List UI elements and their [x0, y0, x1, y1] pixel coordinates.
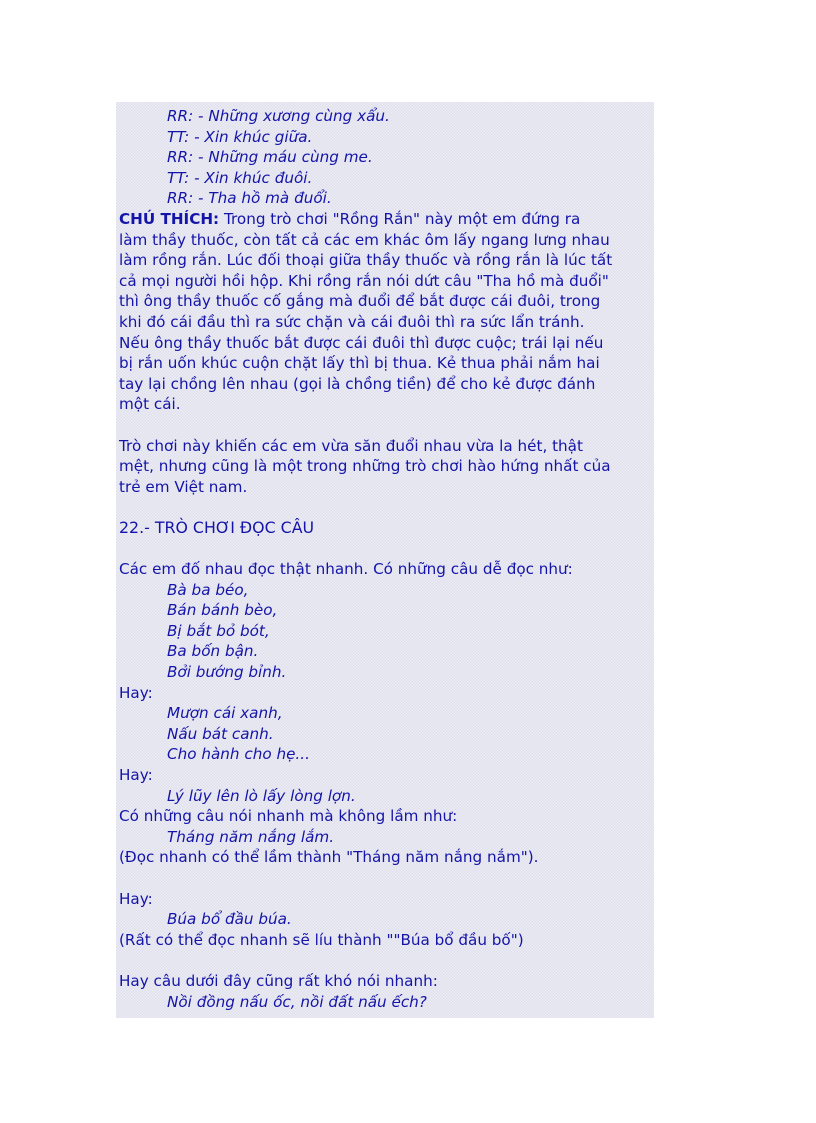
section-heading: 22.- TRÒ CHƠI ĐỌC CÂU [119, 517, 315, 537]
verse-line: Ba bốn bận. [167, 642, 259, 661]
note-label: CHÚ THÍCH: [119, 209, 220, 228]
dialogue-line: TT: - Xin khúc giữa. [167, 127, 313, 146]
verse-line: Bởi bướng bỉnh. [167, 663, 287, 682]
verse-line: Nồi đồng nấu ốc, nồi đất nấu ếch? [167, 992, 427, 1011]
note-line: làm thầy thuốc, còn tất cả các em khác ôm lấy ngang lưng nhau [119, 230, 610, 249]
paragraph-line: mệt, nhưng cũng là một trong những trò chơi hào hứng nhất của [119, 457, 611, 476]
hay-line: Hay: [119, 766, 153, 784]
fast-intro-line: Có những câu nói nhanh mà không lầm như: [119, 807, 458, 826]
note-line: thì ông thầy thuốc cố gắng mà đuổi để bắt được cái đuôi, trong [119, 292, 601, 311]
hard-intro-line: Hay câu dưới đây cũng rất khó nói nhanh: [119, 971, 438, 990]
note-line: bị rắn uốn khúc cuộn chặt lấy thì bị thua. Kẻ thua phải nắm hai [119, 354, 600, 373]
dialogue-line: RR: - Những máu cùng me. [167, 148, 373, 167]
verse-line: Nấu bát canh. [167, 724, 274, 743]
explanation-line: (Rất có thể đọc nhanh sẽ líu thành ""Búa bổ đầu bố") [119, 930, 524, 949]
verse-line: Cho hành cho hẹ... [167, 745, 310, 764]
explanation-line: (Đọc nhanh có thể lầm thành "Tháng năm nắng nắm"). [119, 848, 539, 867]
verse-line: Búa bổ đầu búa. [167, 910, 292, 929]
note-line: làm rồng rắn. Lúc đối thoại giữa thầy thuốc và rồng rắn là lúc tất [119, 251, 613, 270]
hay-line: Hay: [119, 889, 153, 908]
spacer [119, 950, 649, 971]
note-line: một cái. [119, 395, 181, 414]
verse-line: Mượn cái xanh, [167, 704, 283, 723]
note-text: Trong trò chơi "Rồng Rắn" này một em đứng ra [219, 209, 581, 228]
verse-line: Bị bắt bỏ bót, [167, 621, 270, 640]
dialogue-line: TT: - Xin khúc đuôi. [167, 168, 313, 187]
note-first-line [119, 209, 649, 230]
verse-line: Lý lũy lên lò lấy lòng lợn. [167, 786, 356, 805]
dialogue-line: RR: - Những xương cùng xẩu. [167, 107, 390, 125]
paragraph-line: Trò chơi này khiến các em vừa săn đuổi nhau vừa la hét, thật [119, 436, 583, 455]
spacer [119, 497, 649, 518]
verse-line: Tháng năm nắng lắm. [167, 827, 335, 846]
verse-line: Bán bánh bèo, [167, 601, 278, 620]
verse-line: Bà ba béo, [167, 580, 249, 599]
spacer [119, 868, 649, 889]
note-line: tay lại chồng lên nhau (gọi là chồng tiền) để cho kẻ được đánh [119, 374, 596, 393]
dialogue-line: RR: - Tha hồ mà đuổi. [167, 189, 332, 208]
note-line: Nếu ông thầy thuốc bắt được cái đuôi thì được cuộc; trái lại nếu [119, 333, 604, 352]
paragraph-line: trẻ em Việt nam. [119, 477, 248, 496]
document-body [119, 106, 649, 1012]
note-line: cả mọi người hồi hộp. Khi rồng rắn nói dứt câu "Tha hồ mà đuổi" [119, 271, 609, 290]
intro-line: Các em đố nhau đọc thật nhanh. Có những câu dễ đọc như: [119, 560, 573, 579]
spacer [119, 415, 649, 436]
spacer [119, 538, 649, 559]
hay-line: Hay: [119, 683, 153, 702]
note-line: khi đó cái đầu thì ra sức chặn và cái đuôi thì ra sức lẩn tránh. [119, 312, 585, 331]
